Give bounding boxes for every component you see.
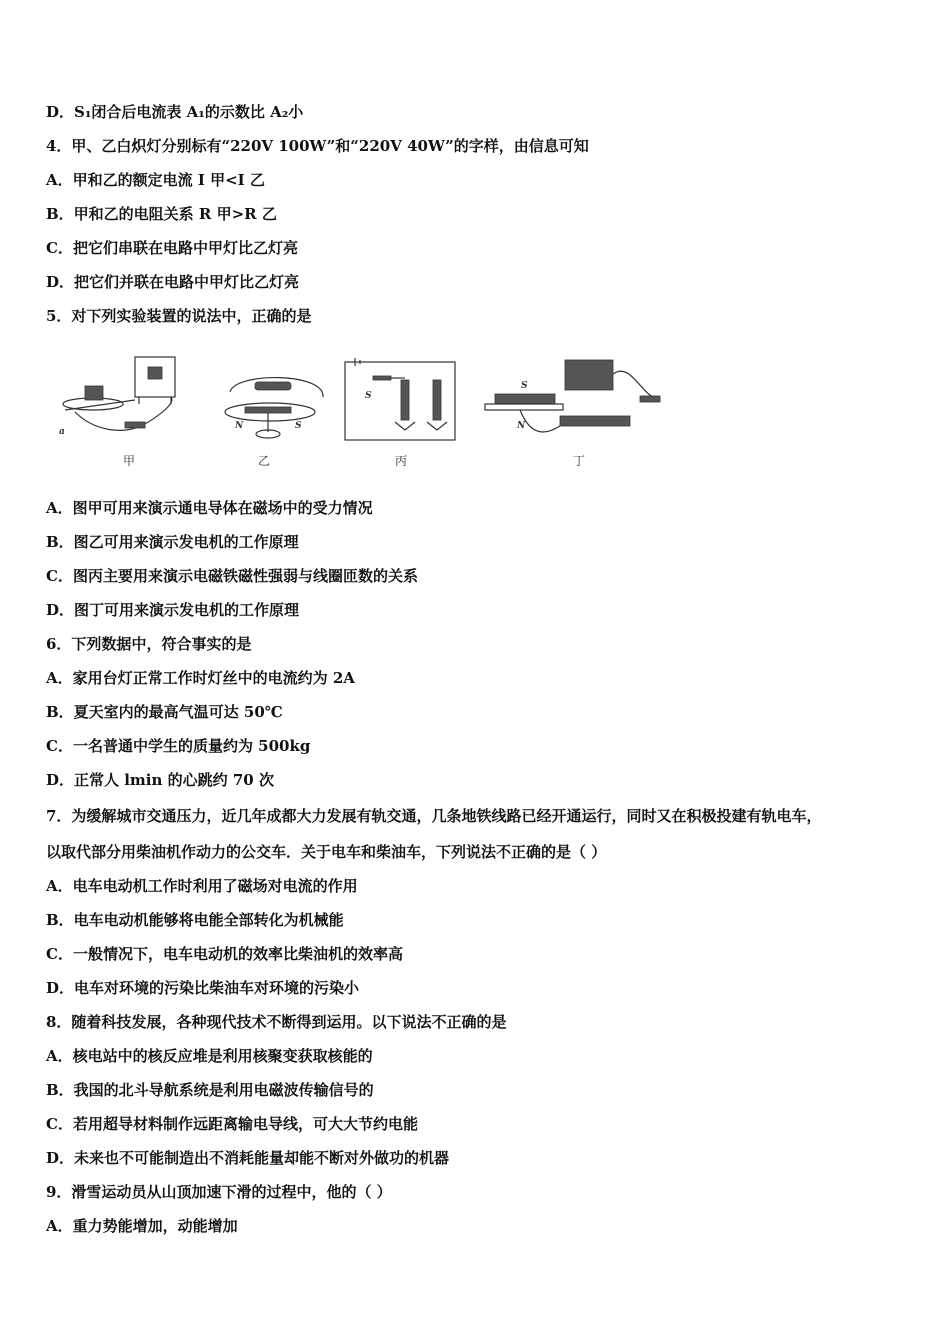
q7-option-d: D．电车对环境的污染比柴油车对环境的污染小: [46, 979, 360, 997]
figure-ding: [485, 360, 660, 432]
figure-bing: [345, 358, 455, 440]
q8-option-b: B．我国的北斗导航系统是利用电磁波传输信号的: [46, 1081, 374, 1099]
mark-n-yi: N: [235, 421, 244, 431]
mark-s-bing: S: [365, 391, 372, 401]
q4-option-c: C．把它们串联在电路中甲灯比乙灯亮: [46, 239, 298, 257]
q9-stem: 9．滑雪运动员从山顶加速下滑的过程中，他的（ ）: [46, 1183, 392, 1201]
figure-label-jia: 甲: [123, 454, 136, 468]
q6-option-b: B．夏天室内的最高气温可达 50℃: [46, 703, 283, 721]
figure-label-bing: 丙: [395, 454, 408, 468]
q7-stem-line1: 7．为缓解城市交通压力，近几年成都大力发展有轨交通，几条地铁线路已经开通运行，同时又在积极投建有轨电车，: [46, 807, 822, 825]
q5-option-b: B．图乙可用来演示发电机的工作原理: [46, 533, 299, 551]
q7-option-b: B．电车电动机能够将电能全部转化为机械能: [46, 911, 344, 929]
mark-n-ding: N: [517, 421, 526, 431]
q9-option-a: A．重力势能增加，动能增加: [46, 1217, 238, 1235]
q4-option-b: B．甲和乙的电阻关系 R 甲>R 乙: [46, 205, 277, 223]
q4-option-a: A．甲和乙的额定电流 I 甲<I 乙: [46, 171, 265, 189]
mark-s-ding: S: [521, 381, 528, 391]
q6-option-a: A．家用台灯正常工作时灯丝中的电流约为 2A: [46, 669, 355, 687]
q8-option-d: D．未来也不可能制造出不消耗能量却能不断对外做功的机器: [46, 1149, 450, 1167]
q7-stem-line2: 以取代部分用柴油机作动力的公交车．关于电车和柴油车，下列说法不正确的是（ ）: [46, 843, 607, 861]
q3-option-d: D．S₁闭合后电流表 A₁的示数比 A₂小: [46, 103, 304, 121]
figure-label-ding: 丁: [573, 454, 586, 468]
q5-option-a: A．图甲可用来演示通电导体在磁场中的受力情况: [46, 499, 373, 517]
q5-stem: 5．对下列实验装置的说法中，正确的是: [46, 307, 312, 325]
q6-stem: 6．下列数据中，符合事实的是: [46, 635, 252, 653]
q8-option-c: C．若用超导材料制作远距离输电导线，可大大节约电能: [46, 1115, 418, 1133]
mark-s-yi: S: [295, 421, 302, 431]
q4-stem: 4．甲、乙白炽灯分别标有“220V 100W”和“220V 40W”的字样，由信息可知: [46, 137, 589, 155]
figure-label-yi: 乙: [258, 454, 271, 468]
figure-jia: [59, 357, 175, 437]
q5-option-d: D．图丁可用来演示发电机的工作原理: [46, 601, 300, 619]
mark-a: a: [59, 427, 65, 437]
q6-option-c: C．一名普通中学生的质量约为 500kg: [46, 737, 311, 755]
q5-figures: [55, 352, 675, 472]
q4-option-d: D．把它们并联在电路中甲灯比乙灯亮: [46, 273, 300, 291]
experiment-apparatus-drawings: [55, 352, 675, 452]
q8-stem: 8．随着科技发展，各种现代技术不断得到运用。以下说法不正确的是: [46, 1013, 507, 1031]
q7-option-c: C．一般情况下，电车电动机的效率比柴油机的效率高: [46, 945, 403, 963]
figure-yi: [225, 378, 323, 438]
q5-option-c: C．图丙主要用来演示电磁铁磁性强弱与线圈匝数的关系: [46, 567, 418, 585]
q8-option-a: A．核电站中的核反应堆是利用核聚变获取核能的: [46, 1047, 373, 1065]
q6-option-d: D．正常人 lmin 的心跳约 70 次: [46, 771, 274, 789]
q7-option-a: A．电车电动机工作时利用了磁场对电流的作用: [46, 877, 358, 895]
